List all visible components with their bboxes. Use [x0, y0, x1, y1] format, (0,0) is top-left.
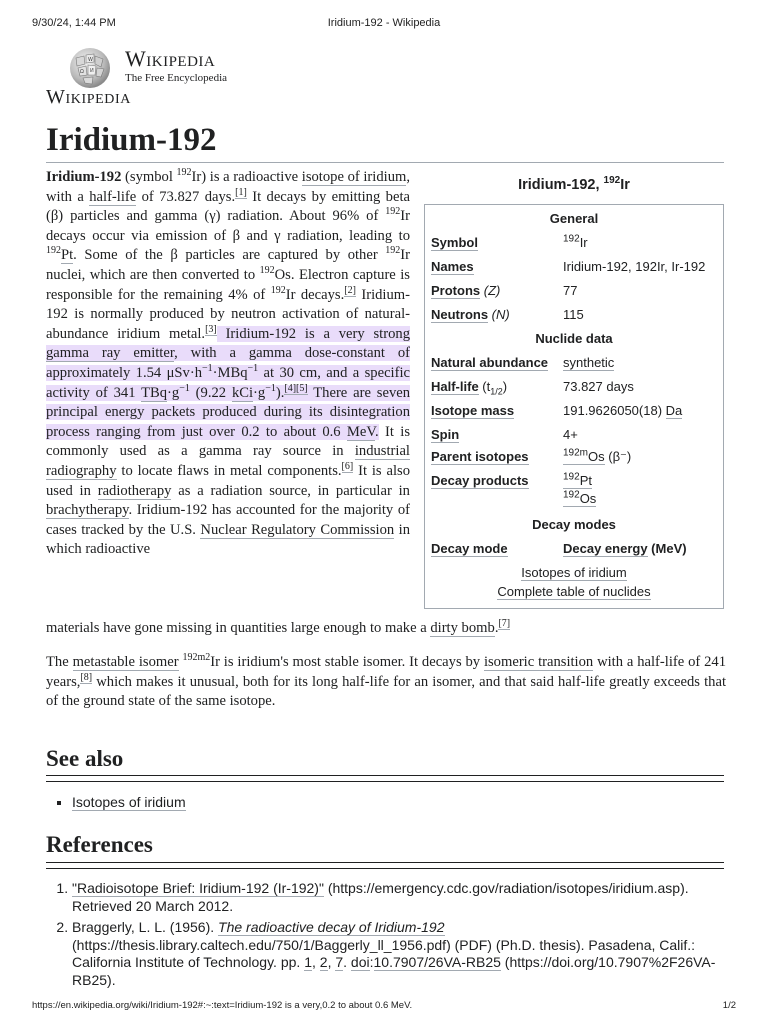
- sup: −1: [202, 363, 213, 375]
- reference-2: [72, 919, 724, 989]
- sup: 192m: [563, 447, 589, 459]
- neutrons-link[interactable]: Neutrons: [431, 307, 489, 322]
- synthetic-link[interactable]: synthetic: [563, 355, 615, 370]
- infobox-link-isotopes[interactable]: Isotopes of iridium: [521, 565, 627, 580]
- sup: 192: [603, 175, 621, 187]
- see-also-list: [52, 794, 186, 810]
- decay-energy-link[interactable]: Decay energy: [563, 541, 648, 556]
- text: ,: [311, 954, 320, 970]
- tagline: The Free Encyclopedia: [125, 72, 228, 84]
- link-industrial-radiography[interactable]: industrial radiography: [46, 443, 410, 479]
- abundance-link[interactable]: Natural abundance: [431, 355, 549, 370]
- text: to locate flaws in metal components.: [116, 462, 342, 479]
- link-isotope-of-iridium[interactable]: isotope of iridium: [301, 169, 407, 185]
- wordmark-text: Wikipedia: [125, 46, 216, 71]
- text: ): [502, 379, 508, 394]
- sup: 192: [176, 167, 192, 179]
- references-rule-2: [46, 868, 724, 869]
- bold-title: Iridium-192: [46, 169, 122, 185]
- reference-1: [72, 880, 724, 915]
- ref2-page-7[interactable]: 7: [335, 954, 344, 970]
- isotope-mass-link[interactable]: Isotope mass: [431, 403, 515, 418]
- text: Ir is iridium's most stable isomer. It decays by: [210, 654, 484, 670]
- text: . Some of the β particles are captured by other: [73, 247, 386, 264]
- text: . Iridium-192 has accounted for the majority of cases tracked by the U.S.: [46, 502, 410, 538]
- text: which makes it unusual, both for its long half-life for an isomer, and that said half-life greatly exceeds that of the ground state of the same isotope.: [46, 673, 726, 710]
- parent-isotopes-link[interactable]: Parent isotopes: [431, 449, 529, 464]
- protons-link[interactable]: Protons: [431, 283, 481, 298]
- references-list: [52, 880, 724, 993]
- link-isomeric-transition[interactable]: isomeric transition: [483, 654, 594, 670]
- ref-1[interactable]: [1]: [235, 186, 247, 198]
- text: ).: [275, 384, 285, 401]
- doi-value-link[interactable]: 10.7907/26VA-RB25: [373, 954, 501, 970]
- see-also-rule-2: [46, 781, 724, 782]
- wikipedia-globe-icon: [66, 44, 114, 90]
- mass-value: 191.9626050(18): [563, 403, 666, 418]
- sup: 192: [385, 245, 401, 257]
- text: Braggerly, L. L. (1956).: [72, 919, 219, 935]
- ref-4-5[interactable]: [4][5]: [284, 382, 308, 394]
- spin-value: 4+: [563, 427, 578, 442]
- link-radiotherapy[interactable]: radiotherapy: [97, 482, 172, 499]
- sup: −1: [265, 382, 276, 394]
- sub: 1/2: [490, 386, 503, 397]
- ref1-link[interactable]: "Radioisotope Brief: Iridium-192 (Ir-192)": [72, 880, 324, 896]
- sup: 192: [46, 245, 61, 257]
- sup: 192: [563, 489, 580, 501]
- ref2-page-2[interactable]: 2: [319, 954, 328, 970]
- link-kci[interactable]: kCi: [231, 384, 254, 401]
- text: Pt: [579, 473, 592, 488]
- text: It is also used in: [46, 462, 410, 499]
- product-pt-link[interactable]: [563, 473, 592, 489]
- highlighted-text: [46, 323, 411, 440]
- ref2-title-link[interactable]: The radioactive decay of Iridium-192: [218, 919, 445, 935]
- text: .: [494, 620, 499, 636]
- link-gamma-ray-emitter[interactable]: gamma ray emitter: [46, 345, 175, 362]
- text: at 30 cm, and a specific activity of 341: [46, 364, 410, 401]
- sup: −1: [247, 363, 259, 375]
- text: Iridium-192 is a very strong: [216, 325, 410, 342]
- text: ·g: [167, 384, 180, 401]
- text: (https://emergency.cdc.gov/radiation/isotopes/iridium.asp): [323, 880, 685, 896]
- text: (PDF) (Ph.D. thesis). Pasadena, Calif.: California Institute of Technology. pp.: [72, 936, 696, 970]
- ref-3[interactable]: [3]: [205, 323, 217, 335]
- infobox: [424, 204, 724, 609]
- link-mev[interactable]: MeV: [346, 423, 376, 440]
- text: (Z): [480, 283, 501, 298]
- doi-link[interactable]: doi: [350, 954, 370, 970]
- link-nrc[interactable]: Nuclear Regulatory Commission: [200, 521, 395, 538]
- heading-see-also: See also: [46, 746, 124, 771]
- infobox-header-nuclide: Nuclide data: [535, 331, 613, 346]
- print-footer: [32, 1000, 736, 1014]
- text: (N): [488, 307, 510, 322]
- text: The: [46, 654, 73, 670]
- text: :: [369, 954, 374, 970]
- link-metastable-isomer[interactable]: metastable isomer: [72, 654, 179, 670]
- text: .: [375, 423, 379, 440]
- text: (MeV): [647, 541, 687, 556]
- link-pt[interactable]: Pt: [61, 247, 74, 264]
- text: (9.22: [189, 384, 232, 401]
- svg-text:W: W: [88, 57, 93, 63]
- text: There are seven principal energy packets produced during its disintegration process ranging from just over 0.2 to about 0.6: [46, 384, 411, 440]
- text: Ir) is a radioactive: [191, 169, 302, 185]
- text: of 73.827 days.: [136, 188, 236, 205]
- text: Os: [588, 449, 605, 464]
- print-header: [32, 17, 736, 31]
- decay-products-link[interactable]: Decay products: [431, 473, 529, 488]
- link-dirty-bomb[interactable]: dirty bomb: [430, 620, 495, 636]
- symbol-link[interactable]: Symbol: [431, 235, 478, 250]
- print-date: 9/30/24, 1:44 PM: [32, 17, 116, 29]
- print-url: https://en.wikipedia.org/wiki/Iridium-192#:~:text=Iridium-192 is a very,0.2 to about 0.6 MeV.: [32, 1000, 413, 1011]
- text: Ir nuclei, which are then converted to: [46, 247, 410, 283]
- parent-os-link[interactable]: [563, 449, 605, 465]
- title-divider: [46, 162, 724, 163]
- text: [478, 379, 508, 397]
- sup: 192: [270, 284, 286, 296]
- text: ·MBq: [212, 364, 248, 381]
- lead-paragraph-continued: [46, 619, 726, 639]
- text: . Retrieved 20 March 2012.: [72, 880, 689, 914]
- link-half-life[interactable]: half-life: [89, 188, 137, 205]
- half-life-link[interactable]: Half-life: [431, 379, 479, 394]
- text: Os: [579, 491, 597, 506]
- ref2-page-1[interactable]: 1: [304, 954, 312, 970]
- see-also-rule: [46, 775, 724, 776]
- symbol-value: [563, 235, 588, 250]
- text: (t: [478, 379, 491, 394]
- page-title: Iridium-192: [46, 122, 217, 158]
- sup: 192: [259, 265, 275, 277]
- infobox-link-nuclides[interactable]: Complete table of nuclides: [497, 584, 651, 599]
- ref-8[interactable]: [8]: [80, 671, 93, 683]
- text: .: [111, 971, 116, 988]
- text: (https://doi.org/10.7907%2F26VA-RB25): [72, 954, 716, 988]
- text: Os. Electron capture is responsible for the remaining 4% of: [46, 266, 410, 303]
- decay-mode-link[interactable]: Decay mode: [431, 541, 508, 556]
- text: (β⁻): [604, 449, 632, 464]
- product-os-link[interactable]: [563, 491, 596, 507]
- protons-value: 77: [563, 283, 578, 298]
- svg-text:Ω: Ω: [80, 69, 84, 75]
- text: ,: [327, 954, 336, 970]
- text: Ir decays occur via emission of β and γ radiation, leading to: [46, 208, 410, 244]
- neutrons-value: 115: [563, 307, 584, 322]
- print-title: Iridium-192 - Wikipedia: [327, 17, 441, 29]
- text: It is commonly used as a gamma ray source in: [46, 423, 411, 460]
- names-link[interactable]: Names: [431, 259, 474, 274]
- heading-references: References: [46, 832, 153, 857]
- text: Ir decays.: [285, 286, 345, 303]
- text: Iridium-192 is normally produced by neutron activation of natural-abundance iridium metal.: [46, 286, 410, 342]
- text: , with a: [46, 169, 411, 205]
- names-value: Iridium-192, 192Ir, Ir-192: [563, 259, 706, 274]
- text: ·g: [253, 384, 266, 401]
- sup: −1: [179, 382, 190, 394]
- half-life-value: 73.827 days: [563, 379, 634, 394]
- sup: 192m2: [182, 652, 211, 664]
- text: It decays by emitting beta (β) particles and gamma (γ) radiation. About 96% of: [46, 188, 410, 225]
- list-item: [72, 794, 186, 810]
- link-tbq[interactable]: TBq: [141, 384, 168, 401]
- sup: 192: [385, 206, 401, 218]
- wordmark: [125, 46, 227, 84]
- link-brachytherapy[interactable]: brachytherapy: [46, 502, 129, 519]
- da-link[interactable]: Da: [665, 403, 683, 418]
- text: Iridium-192,: [518, 177, 604, 193]
- svg-text:И: И: [90, 68, 94, 74]
- sup: 192: [563, 233, 580, 245]
- infobox-header-general: General: [549, 211, 599, 226]
- text: Ir: [620, 177, 630, 193]
- spin-link[interactable]: Spin: [431, 427, 460, 442]
- ref-6[interactable]: [6]: [341, 461, 354, 473]
- text: , with a gamma dose-constant of approximately 1.54 μSv·h: [46, 345, 410, 381]
- wordmark-secondary: Wikipedia: [46, 86, 131, 108]
- text: .: [343, 954, 351, 970]
- text: (symbol: [121, 169, 177, 185]
- lead-paragraph: [46, 168, 410, 560]
- text: with a half-life of 241 years,: [46, 654, 726, 690]
- text: in which radioactive: [46, 521, 410, 558]
- isomer-paragraph: [46, 653, 726, 712]
- sup: 192: [563, 471, 580, 483]
- ref-2[interactable]: [2]: [344, 284, 356, 296]
- infobox-header-decay-modes: Decay modes: [532, 517, 616, 532]
- text: (https://thesis.library.caltech.edu/750/1/Baggerly_ll_1956.pdf): [72, 936, 451, 953]
- print-page-number: 1/2: [722, 1000, 736, 1011]
- text: as a radiation source, in particular in: [171, 482, 410, 499]
- ref-7[interactable]: [7]: [498, 618, 511, 630]
- text: materials have gone missing in quantities large enough to make a: [46, 620, 431, 636]
- references-rule: [46, 862, 724, 863]
- see-also-link-isotopes[interactable]: Isotopes of iridium: [72, 794, 186, 810]
- text: Ir: [579, 235, 588, 250]
- infobox-title: [424, 177, 724, 193]
